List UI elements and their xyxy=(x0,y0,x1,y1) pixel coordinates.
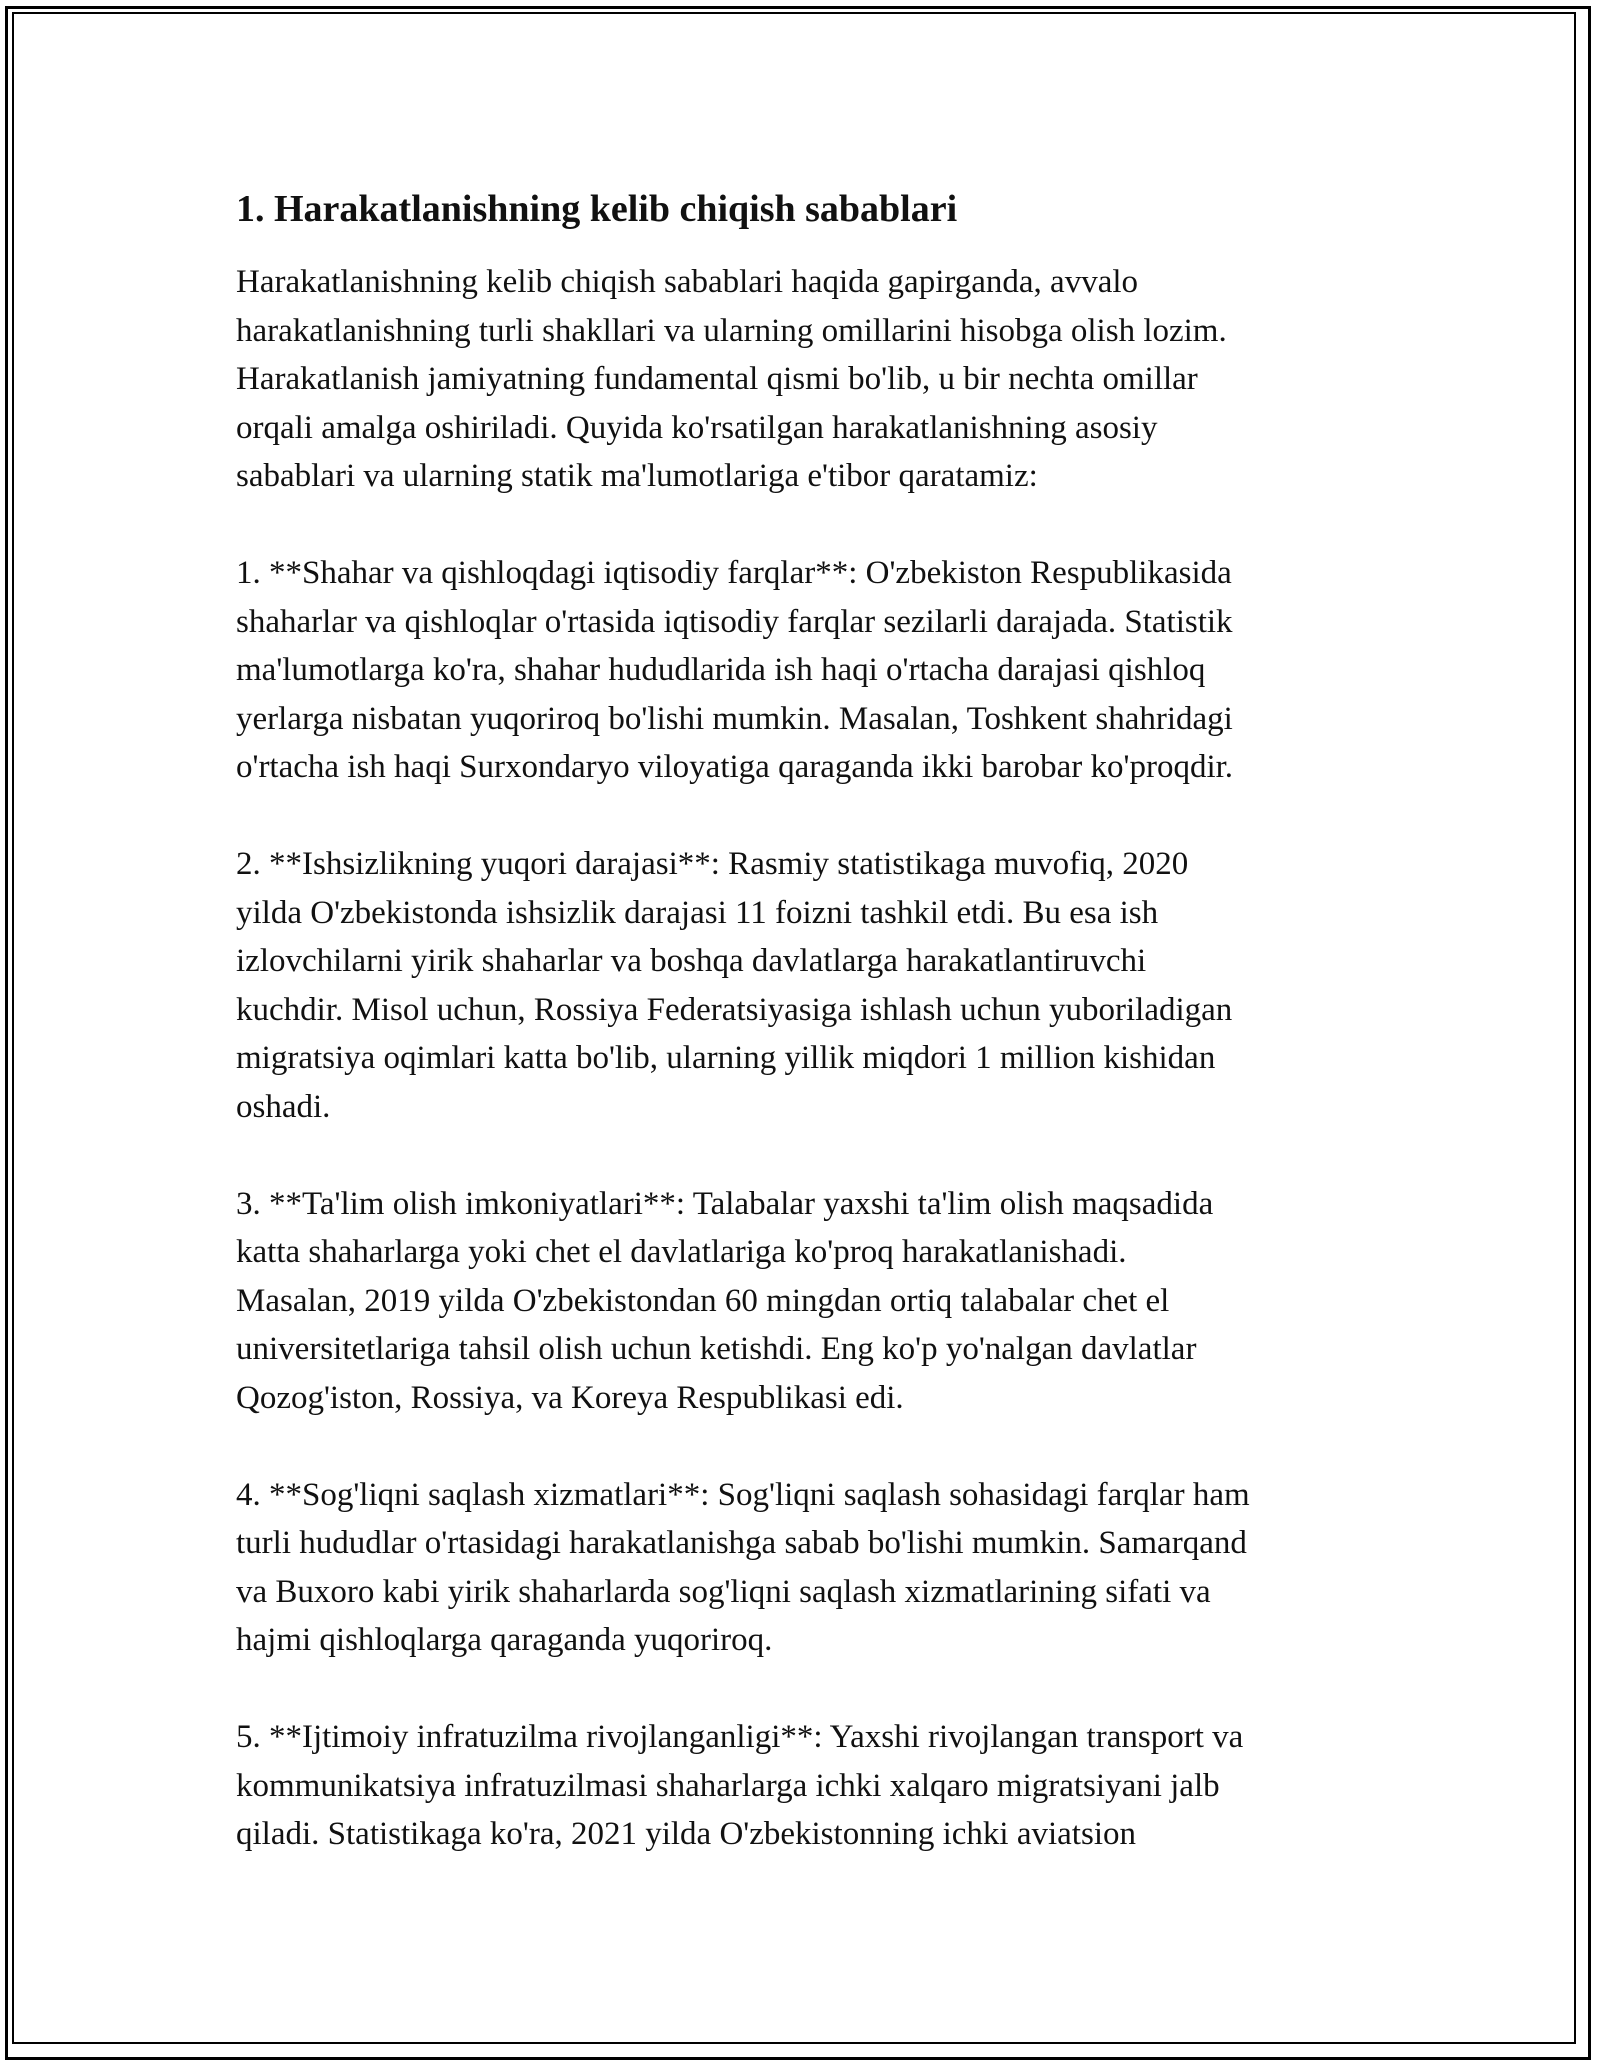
text-line: universitetlariga tahsil olish uchun ketishdi. Eng ko'p yo'nalgan davlatlar xyxy=(236,1331,1197,1367)
text-line: sabablari va ularning statik ma'lumotlariga e'tibor qaratamiz: xyxy=(236,458,1038,494)
text-line: 2. **Ishsizlikning yuqori darajasi**: Rasmiy statistikaga muvofiq, 2020 xyxy=(236,846,1189,882)
text-line: 4. **Sog'liqni saqlash xizmatlari**: Sog'liqni saqlash sohasidagi farqlar ham xyxy=(236,1476,1250,1513)
text-line: qiladi. Statistikaga ko'ra, 2021 yilda O'zbekistonning ichki aviatsion xyxy=(236,1816,1136,1852)
text-line: 3. **Ta'lim olish imkoniyatlari**: Talabalar yaxshi ta'lim olish maqsadida xyxy=(236,1185,1214,1222)
text-line: orqali amalga oshiriladi. Quyida ko'rsatilgan harakatlanishning asosiy xyxy=(236,409,1158,446)
text-line: o'rtacha ish haqi Surxondaryo viloyatiga qaraganda ikki barobar ko'proqdir. xyxy=(236,749,1234,785)
text-line: migratsiya oqimlari katta bo'lib, ularning yillik miqdori 1 million kishidan xyxy=(236,1040,1216,1076)
list-item-infrastructure xyxy=(236,1713,1386,1859)
list-item-unemployment xyxy=(236,840,1386,1131)
document-body xyxy=(236,184,1386,1907)
text-line: kuchdir. Misol uchun, Rossiya Federatsiyasiga ishlash uchun yuboriladigan xyxy=(236,991,1233,1028)
text-line: 1. **Shahar va qishloqdagi iqtisodiy farqlar**: O'zbekiston Respublikasida xyxy=(236,555,1232,591)
text-line: Qozog'iston, Rossiya, va Koreya Respublikasi edi. xyxy=(236,1379,904,1416)
text-line: yilda O'zbekistonda ishsizlik darajasi 11 foizni tashkil etdi. Bu esa ish xyxy=(236,894,1159,931)
text-line: 5. **Ijtimoiy infratuzilma rivojlanganligi**: Yaxshi rivojlangan transport va xyxy=(236,1719,1244,1755)
text-line: va Buxoro kabi yirik shaharlarda sog'liqni saqlash xizmatlarining sifati va xyxy=(236,1573,1211,1610)
text-line: Harakatlanish jamiyatning fundamental qismi bo'lib, u bir nechta omillar xyxy=(236,361,1198,397)
text-line: hajmi qishloqlarga qaraganda yuqoriroq. xyxy=(236,1622,773,1658)
text-line: shaharlar va qishloqlar o'rtasida iqtisodiy farqlar sezilarli darajada. Statistik xyxy=(236,603,1233,640)
section-heading: 1. Harakatlanishning kelib chiqish sabablari xyxy=(236,188,958,230)
list-item-healthcare xyxy=(236,1471,1386,1665)
text-line: harakatlanishning turli shakllari va ularning omillarini hisobga olish lozim. xyxy=(236,312,1227,349)
text-line: yerlarga nisbatan yuqoriroq bo'lishi mumkin. Masalan, Toshkent shahridagi xyxy=(236,700,1233,737)
text-line: oshadi. xyxy=(236,1088,331,1125)
list-item-economic-differences xyxy=(236,549,1386,792)
text-line: izlovchilarni yirik shaharlar va boshqa davlatlarga harakatlantiruvchi xyxy=(236,943,1147,979)
text-line: katta shaharlarga yoki chet el davlatlariga ko'proq harakatlanishadi. xyxy=(236,1234,1127,1270)
list-item-education xyxy=(236,1180,1386,1423)
text-line: kommunikatsiya infratuzilmasi shaharlarga ichki xalqaro migratsiyani jalb xyxy=(236,1767,1220,1804)
text-line: ma'lumotlarga ko'ra, shahar hududlarida ish haqi o'rtacha darajasi qishloq xyxy=(236,652,1206,688)
intro-paragraph xyxy=(236,258,1386,501)
text-line: Harakatlanishning kelib chiqish sabablari haqida gapirganda, avvalo xyxy=(236,264,1139,300)
text-line: turli hududlar o'rtasidagi harakatlanishga sabab bo'lishi mumkin. Samarqand xyxy=(236,1525,1247,1561)
text-line: Masalan, 2019 yilda O'zbekistondan 60 mingdan ortiq talabalar chet el xyxy=(236,1282,1170,1319)
